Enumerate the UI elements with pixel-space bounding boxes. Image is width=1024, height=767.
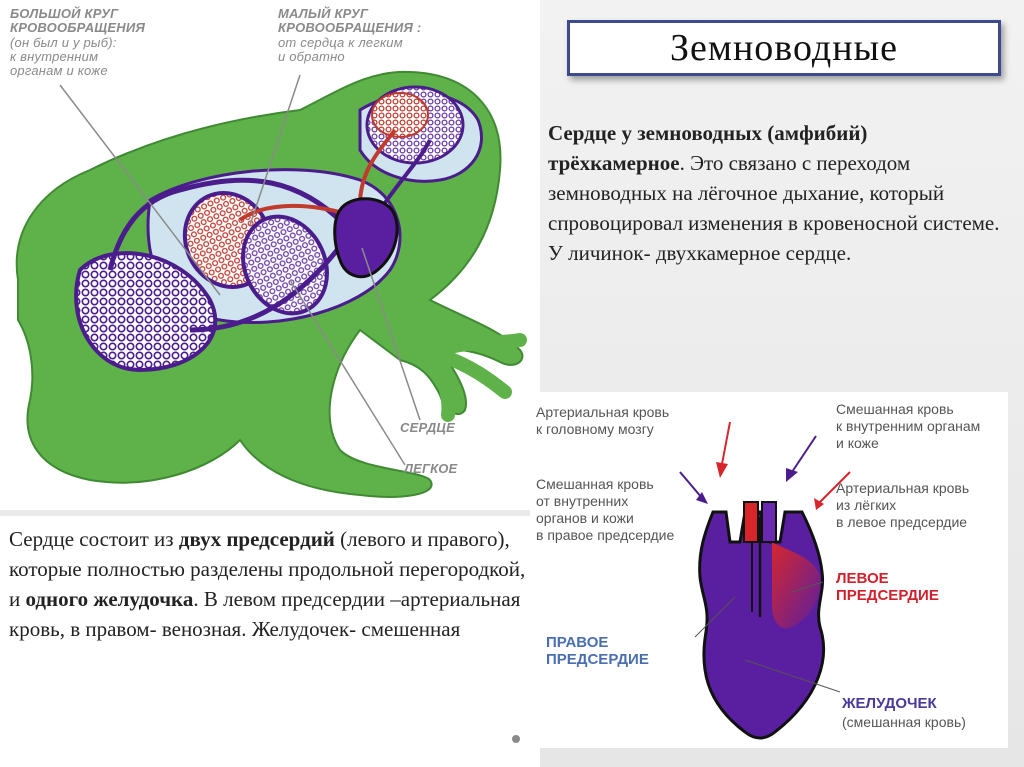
label-mixed-from-organs: Смешанная кровь от внутренних органов и кожи в правое предсердие: [536, 476, 675, 543]
bottom-paragraph: [9, 524, 529, 644]
label-left-atrium: ЛЕВОЕ ПРЕДСЕРДИЕ: [836, 570, 939, 604]
frog-diagram-panel: [0, 0, 540, 510]
bottom-text-part2: (левого и правого), которые полностью разделены продольной перегородкой, и: [9, 527, 526, 611]
bottom-text-bold2: одного желудочка: [25, 587, 194, 611]
heart-diagram-panel: [530, 392, 1008, 748]
slide-title-box: [567, 20, 1001, 76]
slide-title: Земноводные: [670, 27, 898, 69]
main-text-bold: Сердце у земноводных (амфибий) трёхкамерное: [548, 121, 868, 175]
lung-label: ЛЕГКОЕ: [404, 461, 458, 476]
bottom-text-part1: Сердце состоит из: [9, 527, 179, 551]
bottom-text-panel: [0, 516, 540, 767]
big-circle-title: БОЛЬШОЙ КРУГ КРОВООБРАЩЕНИЯ: [10, 6, 146, 35]
small-circle-description: от сердца к легким и обратно: [278, 35, 403, 64]
bottom-text-part3: . В левом предсердии –артериальная кровь, в правом- венозная. Желудочек- смешенная: [9, 587, 521, 641]
label-ventricle: ЖЕЛУДОЧЕК: [842, 695, 937, 712]
label-ventricle-sub: (смешанная кровь): [842, 714, 966, 730]
big-circle-description: (он был и у рыб): к внутренним органам и коже: [10, 35, 117, 78]
label-arterial-brain: Артериальная кровь к головному мозгу: [536, 404, 670, 437]
label-right-atrium: ПРАВОЕ ПРЕДСЕРДИЕ: [546, 634, 649, 668]
main-paragraph: [548, 118, 1008, 268]
label-mixed-organs: Смешанная кровь к внутренним органам и коже: [836, 401, 981, 451]
label-arterial-lungs: Артериальная кровь из лёгких в левое предсердие: [836, 480, 970, 530]
main-text-line2: У личинок- двухкамерное сердце.: [548, 241, 852, 265]
small-circle-title: МАЛЫЙ КРУГ КРОВООБРАЩЕНИЯ :: [278, 6, 422, 35]
main-text-rest: . Это связано с переходом земноводных на лёгочное дыхание, который спровоцировал изменения в кровеносной системе.: [548, 151, 1000, 235]
heart-label: СЕРДЦЕ: [400, 420, 455, 435]
slide-bullet-dot: [512, 735, 520, 743]
bottom-text-bold1: двух предсердий: [178, 527, 335, 551]
